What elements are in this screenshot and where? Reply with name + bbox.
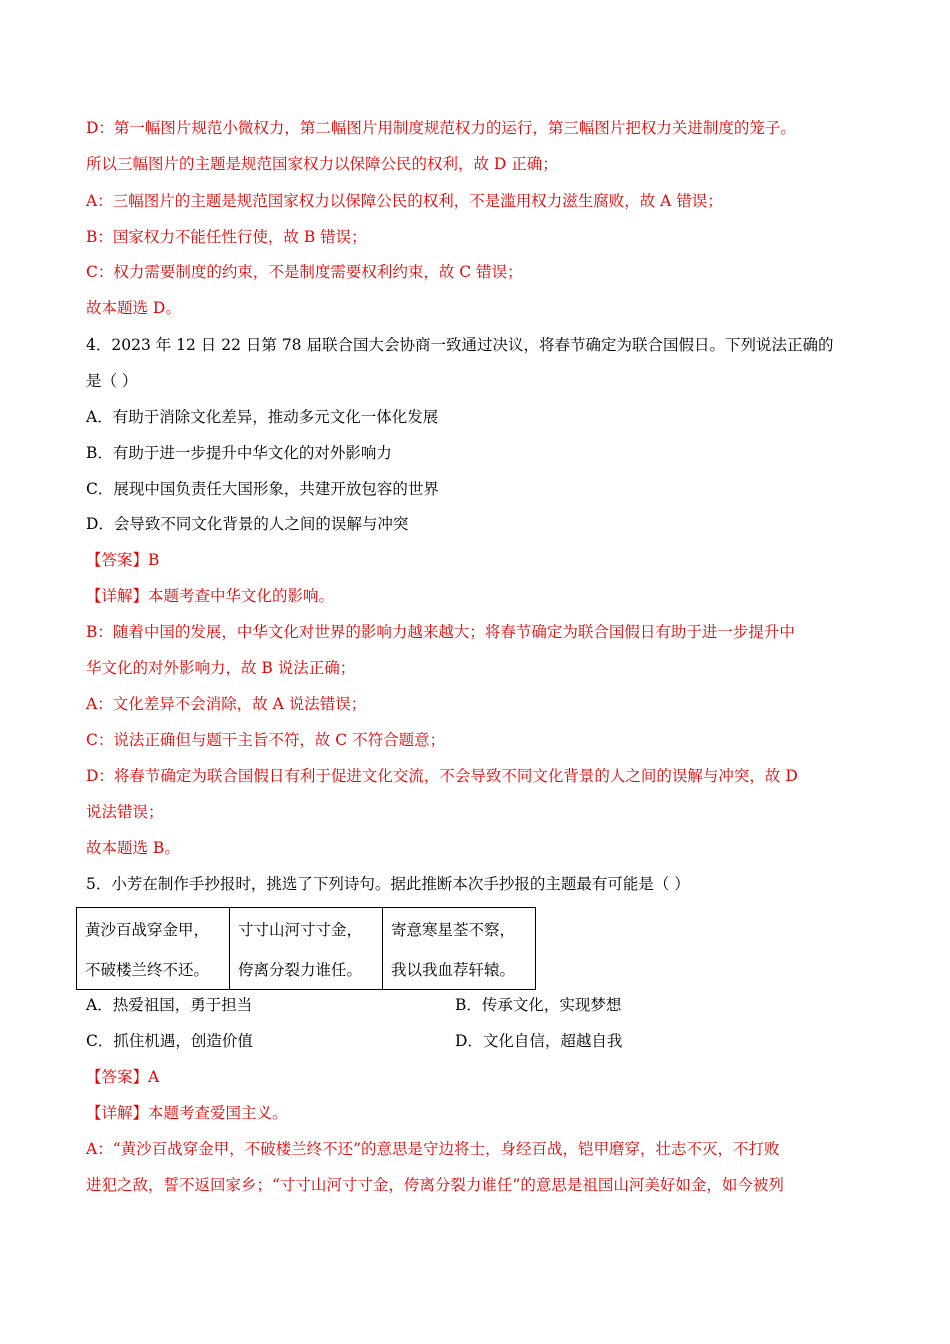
q5-option-b: B．传承文化，实现梦想 [455, 996, 622, 1014]
poem-cell-2 [230, 908, 383, 990]
q4-d-line2: 说法错误； [86, 803, 164, 821]
q5-option-c: C．抓住机遇，创造价值 [86, 1032, 253, 1050]
q5-a-line1: A：“黄沙百战穿金甲，不破楼兰终不还”的意思是守边将士，身经百战，铠甲磨穿，壮志不灭，不打败 [86, 1140, 780, 1158]
poem-2-line1: 寸寸山河寸寸金， [238, 921, 363, 939]
prev-a-line: A：三幅图片的主题是规范国家权力以保障公民的权利，不是滥用权力滋生腐败，故 A 错误； [86, 192, 723, 210]
q4-stem-line2: 是（ ） [86, 372, 138, 390]
poem-1-line2: 不破楼兰终不还。 [85, 961, 210, 979]
q5-option-a: A．热爱祖国，勇于担当 [86, 996, 253, 1014]
prev-conclusion: 故本题选 D。 [86, 299, 181, 317]
q4-c-line: C：说法正确但与题干主旨不符，故 C 不符合题意； [86, 731, 446, 749]
q4-option-d: D．会导致不同文化背景的人之间的误解与冲突 [86, 515, 409, 533]
prev-c-line: C：权力需要制度的约束，不是制度需要权利约束，故 C 错误； [86, 263, 523, 281]
prev-d-line2: 所以三幅图片的主题是规范国家权力以保障公民的权利，故 D 正确； [86, 155, 558, 173]
prev-b-line: B：国家权力不能任性行使，故 B 错误； [86, 228, 367, 246]
q4-d-line1: D：将春节确定为联合国假日有利于促进文化交流，不会导致不同文化背景的人之间的误解与冲突，故 D [86, 767, 798, 785]
poem-3-line1: 寄意寒星荃不察， [391, 921, 516, 939]
q5-option-d: D．文化自信，超越自我 [455, 1032, 623, 1050]
poem-1-line1: 黄沙百战穿金甲， [85, 921, 210, 939]
q4-detail: 【详解】本题考查中华文化的影响。 [86, 587, 335, 605]
q4-b-line1: B：随着中国的发展，中华文化对世界的影响力越来越大；将春节确定为联合国假日有助于进一步提升中 [86, 623, 795, 641]
q5-detail: 【详解】本题考查爱国主义。 [86, 1104, 288, 1122]
q4-option-a: A．有助于消除文化差异，推动多元文化一体化发展 [86, 408, 439, 426]
q4-a-line: A：文化差异不会消除，故 A 说法错误； [86, 695, 367, 713]
poem-cell-1 [77, 908, 230, 990]
q4-stem-line1: 4．2023 年 12 日 22 日第 78 届联合国大会协商一致通过决议，将春节确定为联合国假日。下列说法正确的 [86, 336, 834, 354]
prev-d-line1: D：第一幅图片规范小微权力，第二幅图片用制度规范权力的运行，第三幅图片把权力关进制度的笼子。 [86, 119, 796, 137]
q4-b-line2: 华文化的对外影响力，故 B 说法正确； [86, 659, 356, 677]
q4-answer: 【答案】B [86, 551, 160, 569]
q4-conclusion: 故本题选 B。 [86, 839, 180, 857]
poem-cell-3 [383, 908, 536, 990]
q4-option-c: C．展现中国负责任大国形象，共建开放包容的世界 [86, 480, 439, 498]
q4-option-b: B．有助于进一步提升中华文化的对外影响力 [86, 444, 392, 462]
q5-answer: 【答案】A [86, 1068, 160, 1086]
poem-2-line2: 侉离分裂力谁任。 [238, 961, 363, 979]
q5-stem: 5．小芳在制作手抄报时，挑选了下列诗句。据此推断本次手抄报的主题最有可能是（ ） [86, 875, 690, 893]
poem-3-line2: 我以我血荐轩辕。 [391, 961, 516, 979]
poem-table [76, 907, 536, 990]
q5-a-line2: 进犯之敌，誓不返回家乡；“寸寸山河寸寸金，侉离分裂力谁任”的意思是祖国山河美好如金，如今被列 [86, 1176, 784, 1194]
